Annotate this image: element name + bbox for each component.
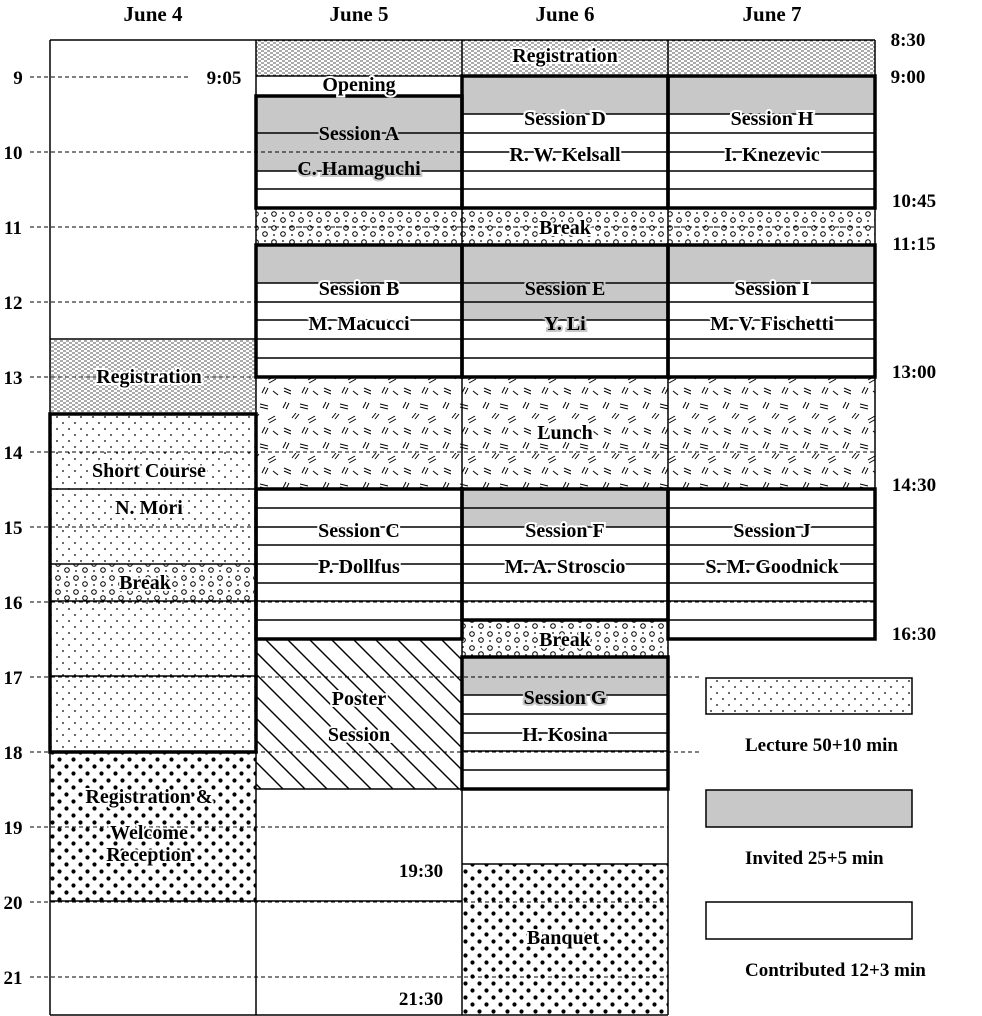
session-i-chair: M. V. Fischetti bbox=[710, 313, 834, 335]
legend-swatch-invited bbox=[706, 790, 912, 827]
time-label-1115: 11:15 bbox=[892, 234, 936, 255]
session-b-chair: M. Macucci bbox=[308, 313, 410, 335]
day-header-june7: June 7 bbox=[742, 2, 802, 26]
time-label-0900: 9:00 bbox=[890, 67, 926, 88]
break-label-june6: Break bbox=[539, 629, 591, 651]
poster-session-block bbox=[256, 639, 462, 789]
time-label-1300: 13:00 bbox=[891, 362, 937, 383]
poster-label-line1: Poster bbox=[331, 688, 387, 710]
session-c-label: Session C bbox=[318, 520, 400, 542]
day-header-june4: June 4 bbox=[123, 2, 183, 26]
legend-label-contributed: Contributed 12+3 min bbox=[745, 960, 926, 981]
session-f-label: Session F bbox=[525, 520, 605, 542]
hour-label: 16 bbox=[3, 593, 23, 614]
hour-label: 11 bbox=[4, 218, 22, 239]
lunch-label: Lunch bbox=[537, 422, 593, 444]
hour-label: 15 bbox=[3, 518, 23, 539]
session-h-label: Session H bbox=[730, 108, 814, 130]
break-label-morning: Break bbox=[539, 217, 591, 239]
hour-label: 20 bbox=[3, 893, 23, 914]
legend-label-invited: Invited 25+5 min bbox=[745, 848, 884, 869]
session-d-chair: R. W. Kelsall bbox=[509, 144, 621, 166]
registration-label-top: Registration bbox=[512, 45, 618, 67]
session-j-label: Session J bbox=[733, 520, 811, 542]
session-d-label: Session D bbox=[524, 108, 606, 130]
hour-label: 21 bbox=[3, 968, 23, 989]
time-label-1045: 10:45 bbox=[891, 191, 937, 212]
hour-label: 10 bbox=[3, 143, 23, 164]
time-label-2130: 21:30 bbox=[398, 989, 444, 1010]
time-label-1430: 14:30 bbox=[891, 475, 937, 496]
break-label-june4: Break bbox=[119, 572, 171, 594]
welcome-label-line2: Welcome bbox=[110, 822, 188, 844]
session-a-label: Session A bbox=[318, 123, 400, 145]
legend-swatch-contributed bbox=[706, 902, 912, 939]
hour-label: 19 bbox=[3, 818, 23, 839]
time-label-1630: 16:30 bbox=[891, 624, 937, 645]
time-label-1930: 19:30 bbox=[398, 861, 444, 882]
session-f-chair: M. A. Stroscio bbox=[504, 556, 626, 578]
opening-label: Opening bbox=[322, 74, 396, 96]
session-h-chair: I. Knezevic bbox=[724, 144, 820, 166]
registration-label-june4: Registration bbox=[96, 366, 202, 388]
poster-label-line2: Session bbox=[327, 724, 391, 746]
hour-label: 14 bbox=[3, 443, 23, 464]
legend-label-lecture: Lecture 50+10 min bbox=[745, 735, 898, 756]
session-j-chair: S. M. Goodnick bbox=[705, 556, 839, 578]
session-g-label: Session G bbox=[523, 687, 607, 709]
time-label-0905: 9:05 bbox=[206, 68, 242, 89]
day-header-june5: June 5 bbox=[329, 2, 389, 26]
welcome-label-line3: Reception bbox=[106, 844, 192, 866]
session-e-chair: Y. Li bbox=[544, 313, 586, 335]
welcome-label-line1: Registration & bbox=[85, 786, 213, 808]
hour-label: 18 bbox=[3, 743, 23, 764]
short-course-label: Short Course bbox=[92, 460, 206, 482]
session-a-chair: C. Hamaguchi bbox=[297, 158, 421, 180]
day-header-june6: June 6 bbox=[535, 2, 595, 26]
session-c-chair: P. Dollfus bbox=[318, 556, 400, 578]
hour-label: 17 bbox=[3, 668, 23, 689]
hour-label: 9 bbox=[13, 68, 23, 89]
time-label-0830: 8:30 bbox=[890, 30, 926, 51]
session-i-label: Session I bbox=[734, 278, 810, 300]
hour-label: 13 bbox=[3, 368, 23, 389]
banquet-label: Banquet bbox=[526, 927, 600, 949]
legend-swatch-lecture bbox=[706, 678, 912, 714]
short-course-lecturer: N. Mori bbox=[115, 497, 183, 519]
session-g-chair: H. Kosina bbox=[522, 724, 608, 746]
session-e-label: Session E bbox=[524, 278, 606, 300]
hour-label: 12 bbox=[3, 293, 23, 314]
session-b-label: Session B bbox=[318, 278, 400, 300]
legend bbox=[706, 678, 926, 981]
